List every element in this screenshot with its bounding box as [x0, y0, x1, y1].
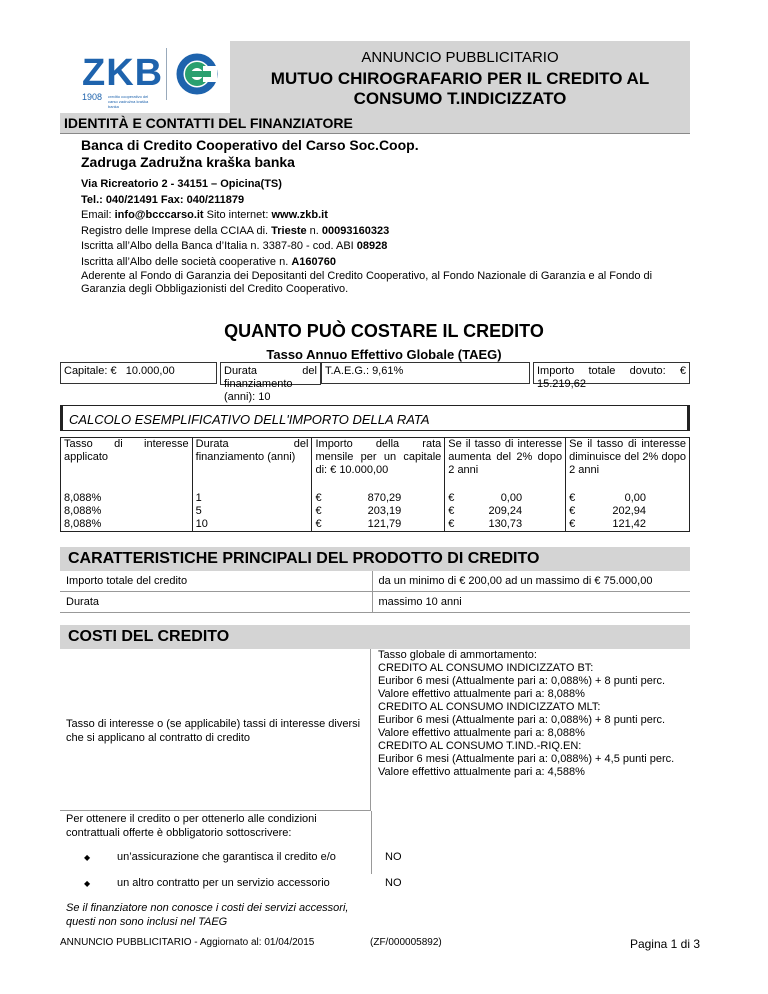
logo-text: ZKB [82, 52, 164, 94]
ad-header [230, 41, 690, 113]
website-link[interactable]: www.zkb.it [271, 209, 328, 221]
taeg-subtitle: Tasso Annuo Effettivo Globale (TAEG) [266, 347, 502, 362]
feature-label: Importo totale del credito [60, 571, 372, 592]
column-divider [371, 811, 372, 874]
lender-albo: Iscritta all’Albo della Banca d’Italia n. 3387-80 - cod. ABI 08928 [81, 240, 388, 252]
bullet-text: un’assicurazione che garantisca il credito e/o [117, 851, 336, 863]
bullet-text: un altro contratto per un servizio accessorio [117, 877, 330, 889]
feature-value: massimo 10 anni [372, 592, 690, 613]
features-section-title: CARATTERISTICHE PRINCIPALI DEL PRODOTTO DI CREDITO [60, 547, 690, 571]
lender-phone: Tel.: 040/21491 Fax: 040/211879 [81, 193, 245, 206]
zkb-mark-icon [175, 52, 219, 96]
lender-info [81, 137, 681, 296]
amount-cell: € 121,79 [312, 518, 445, 532]
rate-line: Euribor 6 mesi (Attualmente pari a: 0,088%) + 8 punti perc. [378, 675, 666, 687]
down-cell: € 121,42 [566, 518, 690, 532]
feature-row [60, 571, 690, 592]
taeg-cell: T.A.E.G.: 9,61% [321, 362, 530, 384]
lender-coop: Iscritta all’Albo delle società cooperative n. A160760 [81, 255, 336, 268]
amount-cell: € 203,19 [312, 505, 445, 518]
feature-value: da un minimo di € 200,00 ad un massimo di € 75.000,00 [372, 571, 690, 592]
rate-line: Euribor 6 mesi (Attualmente pari a: 0,088%) + 4,5 punti perc. [378, 753, 675, 765]
calc-table [60, 437, 690, 532]
costs-table [60, 649, 690, 874]
duration-cell: Durata del finanziamento (anni): 10 [220, 362, 321, 385]
calc-header: Durata del finanziamento (anni) [192, 438, 312, 492]
rate-line: CREDITO AL CONSUMO INDICIZZATO BT: [378, 662, 594, 674]
amount-cell: € 870,29 [312, 492, 445, 505]
up-cell: € 0,00 [445, 492, 566, 505]
rate-label: Tasso di interesse o (se applicabile) tassi di interesse diversi che si applicano al contratto di credito [60, 649, 371, 811]
lender-name-2: Zadruga Zadružna kraška banka [81, 154, 295, 170]
page-number: Pagina 1 di 3 [629, 937, 700, 951]
bullet-icon: ◆ [84, 853, 91, 862]
rate-line: Tasso globale di ammortamento: [378, 649, 537, 661]
calc-header: Tasso di interesse applicato [61, 438, 193, 492]
down-cell: € 0,00 [566, 492, 690, 505]
zkb-logo [80, 44, 225, 109]
calc-header: Se il tasso di interesse diminuisce del 2% dopo 2 anni [566, 438, 690, 492]
feature-row [60, 592, 690, 613]
ad-title-line2: CONSUMO T.INDICIZZATO [353, 89, 567, 108]
rate-line: Euribor 6 mesi (Attualmente pari a: 0,088%) + 8 punti perc. [378, 714, 666, 726]
up-cell: € 130,73 [445, 518, 566, 532]
rate-line: Valore effettivo attualmente pari a: 8,088% [378, 727, 585, 739]
lender-registry: Registro delle Imprese della CCIAA di. Trieste n. 00093160323 [81, 224, 390, 237]
lender-address: Via Ricreatorio 2 - 34151 – Opicina(TS) [81, 178, 282, 190]
footer-left: ANNUNCIO PUBBLICITARIO - Aggiornato al: 01/04/2015 [60, 937, 315, 948]
ad-kicker: ANNUNCIO PUBBLICITARIO [361, 49, 559, 66]
total-cell: Importo totale dovuto: € 15.219,62 [533, 362, 690, 384]
logo-tagline: credito cooperativo del carso zadružna kraška banka [108, 94, 149, 109]
taeg-note: Se il finanziatore non conosce i costi dei servizi accessori, questi non sono inclusi nel TAEG [66, 902, 349, 928]
features-table [60, 571, 690, 613]
rate-line: CREDITO AL CONSUMO T.IND.-RIQ.EN: [378, 740, 582, 752]
rate-line: Valore effettivo attualmente pari a: 8,088% [378, 688, 585, 700]
feature-label: Durata [60, 592, 372, 613]
calc-header: Se il tasso di interesse aumenta del 2% dopo 2 anni [445, 438, 566, 492]
bullet-value: NO [385, 851, 402, 863]
calc-header: Importo della rata mensile per un capitale di: € 10.000,00 [312, 438, 445, 492]
bullet-icon: ◆ [84, 879, 91, 888]
capital-value: 10.000,00 [125, 365, 175, 377]
calc-header-row [61, 438, 690, 492]
rate-line: CREDITO AL CONSUMO INDICIZZATO MLT: [378, 701, 601, 713]
lender-contacts: Email: info@bcccarso.it Sito internet: www.zkb.it [81, 209, 328, 221]
footer-code: (ZF/000005892) [370, 937, 442, 948]
ad-title-line1: MUTUO CHIROGRAFARIO PER IL CREDITO AL [270, 69, 650, 88]
logo-year: 1908 [82, 92, 103, 102]
calc-row [61, 518, 690, 532]
calc-box-title: CALCOLO ESEMPLIFICATIVO DELL'IMPORTO DELLA RATA [60, 405, 690, 431]
years-cell: 5 [192, 505, 312, 518]
logo-divider [166, 48, 167, 100]
up-cell: € 209,24 [445, 505, 566, 518]
down-cell: € 202,94 [566, 505, 690, 518]
rate-cell: 8,088% [61, 505, 193, 518]
rate-cell: 8,088% [61, 492, 193, 505]
lender-fund: Aderente al Fondo di Garanzia dei Depositanti del Credito Cooperativo, al Fondo Nazionale di Garanzia e al Fondo di Garanzia degli Obbligazionisti del Credito Cooperativo. [81, 270, 653, 295]
rate-details [372, 649, 690, 779]
rate-line: Valore effettivo attualmente pari a: 4,588% [378, 766, 585, 778]
capital-cell: Capitale: € 10.000,00 [60, 362, 217, 384]
calc-row [61, 492, 690, 505]
years-cell: 1 [192, 492, 312, 505]
calc-row [61, 505, 690, 518]
obligation-text: Per ottenere il credito o per ottenerlo alle condizioni contrattuali offerte è obbligatorio sottoscrivere: [66, 813, 317, 839]
bullet-value: NO [385, 877, 402, 889]
lender-name-1: Banca di Credito Cooperativo del Carso Soc.Coop. [81, 137, 419, 153]
cost-title: QUANTO PUÒ COSTARE IL CREDITO [224, 321, 544, 341]
email-link[interactable]: info@bcccarso.it [114, 209, 204, 221]
rate-cell: 8,088% [61, 518, 193, 532]
identity-section-title: IDENTITÀ E CONTATTI DEL FINANZIATORE [60, 113, 690, 134]
costs-section-title: COSTI DEL CREDITO [60, 625, 690, 649]
years-cell: 10 [192, 518, 312, 532]
